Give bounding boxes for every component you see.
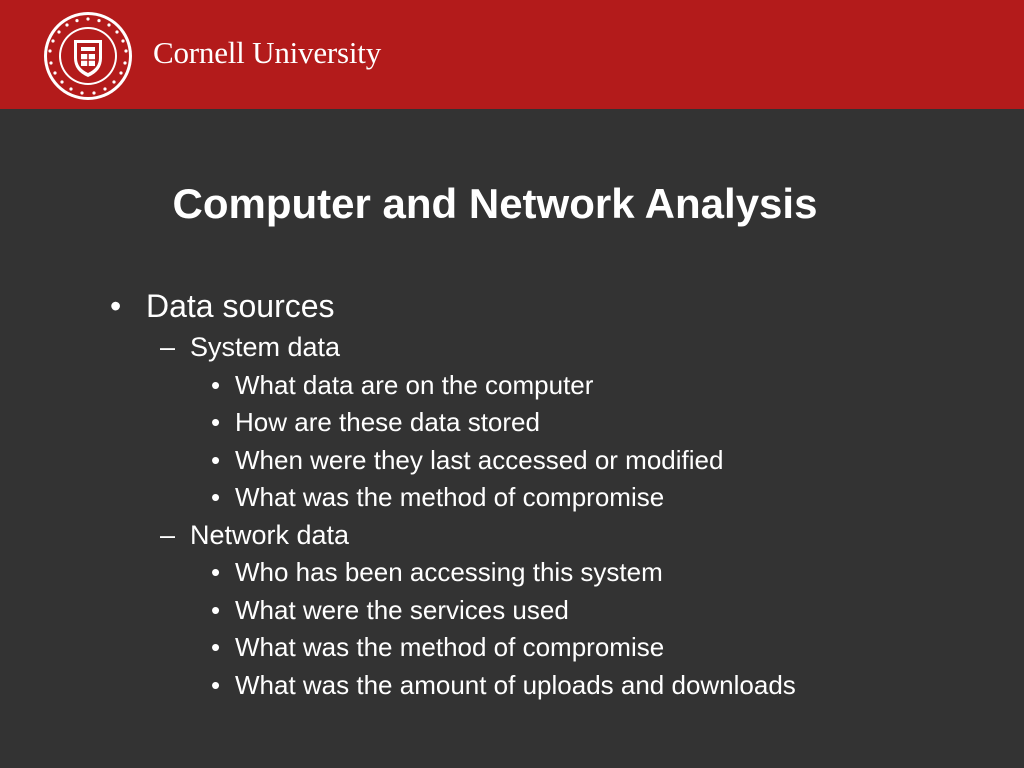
- slide-title: Computer and Network Analysis: [172, 180, 818, 227]
- bullet-level3: When were they last accessed or modified: [235, 444, 724, 475]
- bullet-level3: What was the method of compromise: [235, 482, 665, 512]
- bullet-level3-marker: •: [211, 369, 221, 400]
- bullet-level1: Data sources: [146, 288, 335, 324]
- bullet-level3-marker: •: [211, 632, 221, 662]
- bullet-level3: How are these data stored: [235, 407, 540, 437]
- bullet-level1-marker: •: [110, 288, 122, 324]
- bullet-level3-marker: •: [211, 482, 221, 512]
- bullet-level3-marker: •: [211, 444, 221, 475]
- bullet-level3-marker: •: [211, 669, 221, 700]
- bullet-level2-marker: –: [160, 332, 176, 362]
- brand-wordmark[interactable]: Cornell University: [153, 35, 382, 70]
- bullet-level3: Who has been accessing this system: [235, 557, 663, 587]
- bullet-level3-marker: •: [211, 594, 221, 625]
- bullet-level3-marker: •: [211, 557, 221, 587]
- bullet-level2: Network data: [190, 519, 350, 550]
- bullet-level3: What data are on the computer: [235, 369, 594, 400]
- bullet-level3: What were the services used: [235, 594, 569, 625]
- bullet-level2: System data: [190, 332, 341, 362]
- bullet-level3: What was the amount of uploads and downloads: [235, 669, 796, 700]
- bullet-level3-marker: •: [211, 407, 221, 437]
- bullet-level3: What was the method of compromise: [235, 632, 665, 662]
- bullet-level2-marker: –: [160, 519, 176, 550]
